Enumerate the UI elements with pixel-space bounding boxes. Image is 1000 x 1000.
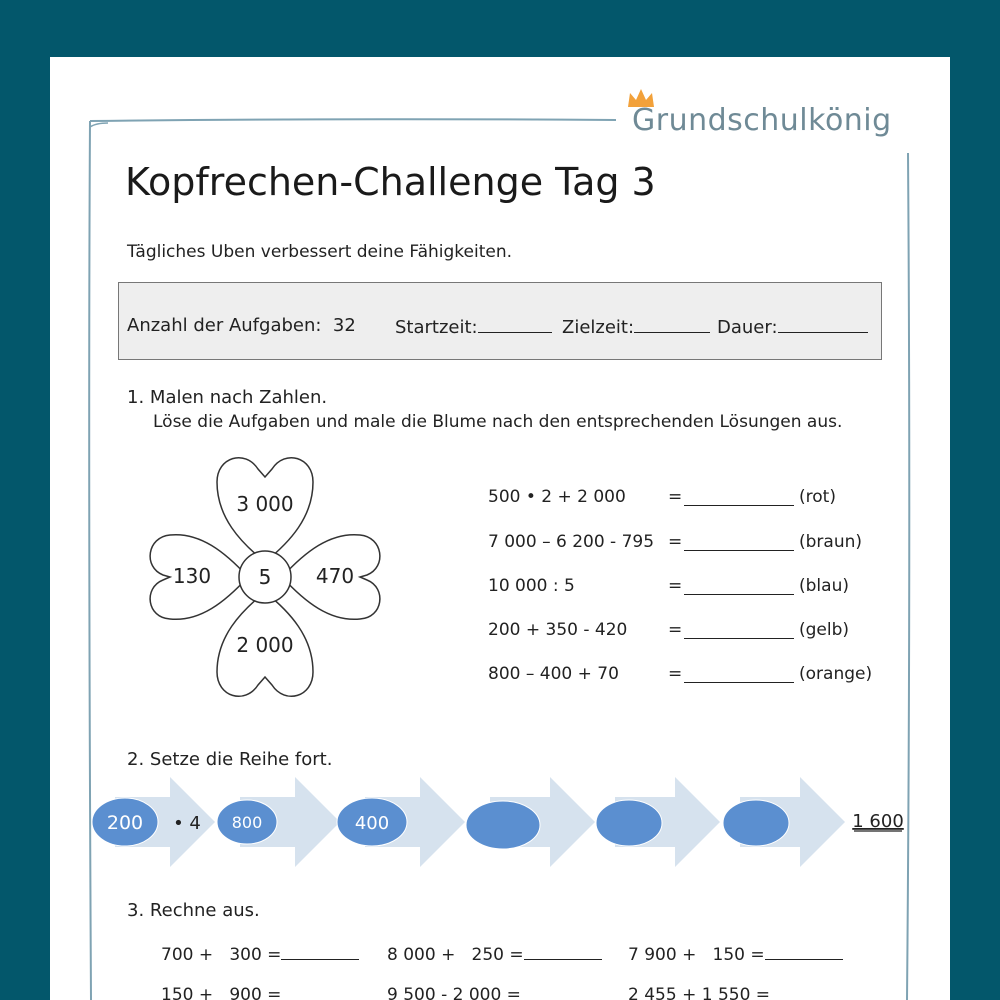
task-count: [127, 315, 356, 336]
number-chain: [90, 777, 910, 867]
calc-item: 8 000 + 250 =: [387, 942, 602, 965]
answer-field[interactable]: [281, 942, 359, 960]
task2-number: 2.: [127, 749, 145, 770]
equation-expression: 500 • 2 + 2 000: [488, 487, 626, 507]
equation-expression: 800 – 400 + 70: [488, 664, 619, 684]
calc-item: 150 + 900 =: [161, 985, 282, 1000]
equation-row: [488, 620, 908, 644]
color-hint: (braun): [799, 532, 863, 552]
task-count-value: 32: [332, 315, 356, 336]
task1-instruction: Löse die Aufgaben und male die Blume nach den entsprechenden Lösungen aus.: [153, 412, 843, 432]
answer-field[interactable]: [765, 942, 843, 960]
subtitle: Tägliches Uben verbessert deine Fähigkeiten.: [127, 242, 513, 262]
chain-value-2: 400: [354, 813, 390, 834]
task1-heading: [127, 387, 327, 408]
task3-number: 3.: [127, 900, 145, 921]
color-hint: (orange): [799, 664, 873, 684]
worksheet: [50, 57, 950, 1000]
equals-sign: =: [668, 576, 683, 596]
color-hint: (gelb): [799, 620, 850, 640]
equals-sign: =: [668, 487, 683, 507]
chain-bubble-3: [466, 801, 540, 849]
chain-bubble-4: [596, 800, 662, 846]
start-time: [395, 315, 552, 338]
duration-label: Dauer:: [717, 317, 778, 338]
task3-heading: [127, 900, 260, 921]
answer-field[interactable]: [684, 550, 794, 551]
end-time-field[interactable]: [634, 315, 710, 333]
duration-field[interactable]: [778, 315, 868, 333]
color-hint: (rot): [799, 487, 836, 507]
equation-expression: 7 000 – 6 200 - 795: [488, 532, 655, 552]
page-title: Kopfrechen-Challenge Tag 3: [125, 160, 656, 204]
equation-expression: 10 000 : 5: [488, 576, 575, 596]
color-hint: (blau): [799, 576, 849, 596]
logo: Grundschulkönig: [632, 103, 892, 138]
equation-row: [488, 487, 908, 511]
task-count-label: Anzahl der Aufgaben:: [127, 315, 322, 336]
task3-title: Rechne aus.: [149, 900, 260, 921]
start-time-field[interactable]: [478, 315, 552, 333]
answer-field[interactable]: [684, 682, 794, 683]
equals-sign: =: [668, 532, 683, 552]
duration: [717, 315, 868, 338]
chain-operation: • 4: [173, 813, 201, 834]
flower-label-top: 3 000: [236, 492, 294, 516]
calc-item: 700 + 300 =: [161, 942, 359, 965]
chain-start-value: 200: [106, 812, 144, 834]
calc-item: 9 500 - 2 000 =: [387, 985, 521, 1000]
end-time: [562, 315, 710, 338]
chain-end-value: 1 600: [852, 811, 904, 832]
equation-expression: 200 + 350 - 420: [488, 620, 628, 640]
flower-label-bottom: 2 000: [236, 633, 294, 657]
end-time-label: Zielzeit:: [562, 317, 635, 338]
task1-title: Malen nach Zahlen.: [149, 387, 328, 408]
flower-label-center: 5: [258, 565, 272, 589]
flower-label-right: 470: [315, 564, 355, 588]
answer-field[interactable]: [524, 942, 602, 960]
flower-label-left: 130: [172, 564, 212, 588]
calc-item: 7 900 + 150 =: [628, 942, 843, 965]
task1-number: 1.: [127, 387, 145, 408]
answer-field[interactable]: [684, 505, 794, 506]
equals-sign: =: [668, 620, 683, 640]
equals-sign: =: [668, 664, 683, 684]
answer-field[interactable]: [684, 638, 794, 639]
chain-bubble-5: [723, 800, 789, 846]
start-time-label: Startzeit:: [395, 317, 478, 338]
equation-row: [488, 532, 908, 556]
calc-item: 2 455 + 1 550 =: [628, 985, 771, 1000]
equation-row: [488, 664, 908, 688]
task2-title: Setze die Reihe fort.: [149, 749, 333, 770]
answer-field[interactable]: [684, 594, 794, 595]
chain-value-1: 800: [231, 813, 263, 832]
equation-row: [488, 576, 908, 600]
task2-heading: [127, 749, 332, 770]
flower-drawing[interactable]: [145, 447, 385, 707]
